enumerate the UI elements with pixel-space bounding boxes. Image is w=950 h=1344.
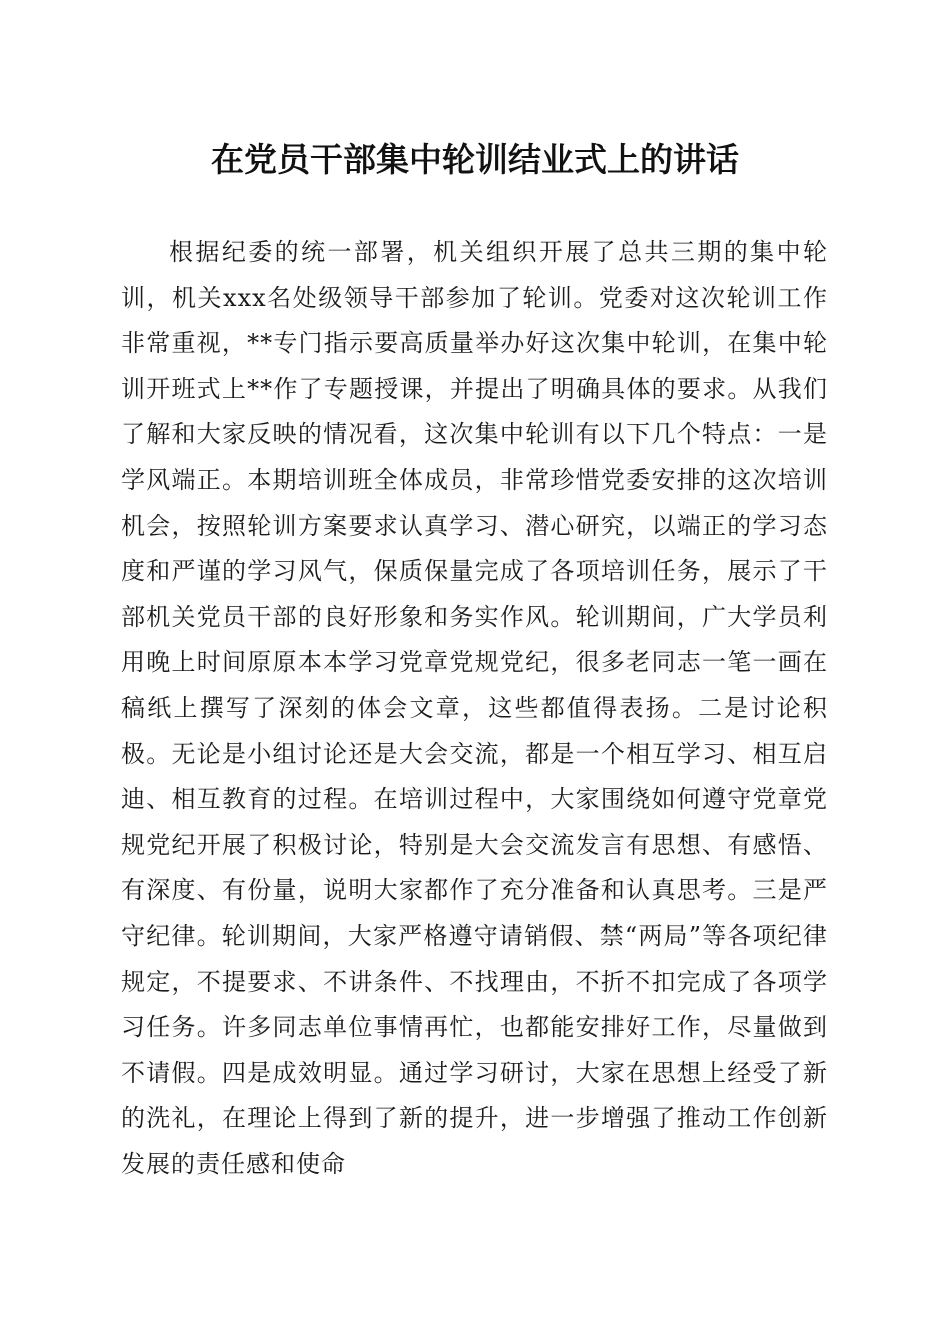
body-paragraph: 根据纪委的统一部署，机关组织开展了总共三期的集中轮训，机关xxx名处级领导干部参加了轮训。党委对这次轮训工作非常重视，**专门指示要高质量举办好这次集中轮训，在集中轮训开班式上**作了专题授课，并提出了明确具体的要求。从我们了解和大家反映的情况看，这次集中轮训有以下几个特点：一是学风端正。本期培训班全体成员，非常珍惜党委安排的这次培训机会，按照轮训方案要求认真学习、潜心研究，以端正的学习态度和严谨的学习风气，保质保量完成了各项培训任务，展示了干部机关党员干部的良好形象和务实作风。轮训期间，广大学员利用晚上时间原原本本学习党章党规党纪，很多老同志一笔一画在稿纸上撰写了深刻的体会文章，这些都值得表扬。二是讨论积极。无论是小组讨论还是大会交流，都是一个相互学习、相互启迪、相互教育的过程。在培训过程中，大家围绕如何遵守党章党规党纪开展了积极讨论，特别是大会交流发言有思想、有感悟、有深度、有份量，说明大家都作了充分准备和认真思考。三是严守纪律。轮训期间，大家严格遵守请销假、禁“两局”等各项纪律规定，不提要求、不讲条件、不找理由，不折不扣完成了各项学习任务。许多同志单位事情再忙，也都能安排好工作，尽量做到不请假。四是成效明显。通过学习研讨，大家在思想上经受了新的洗礼，在理论上得到了新的提升，进一步增强了推动工作创新发展的责任感和使命 — [121, 238, 828, 1178]
document-title: 在党员干部集中轮训结业式上的讲话 — [211, 140, 739, 179]
